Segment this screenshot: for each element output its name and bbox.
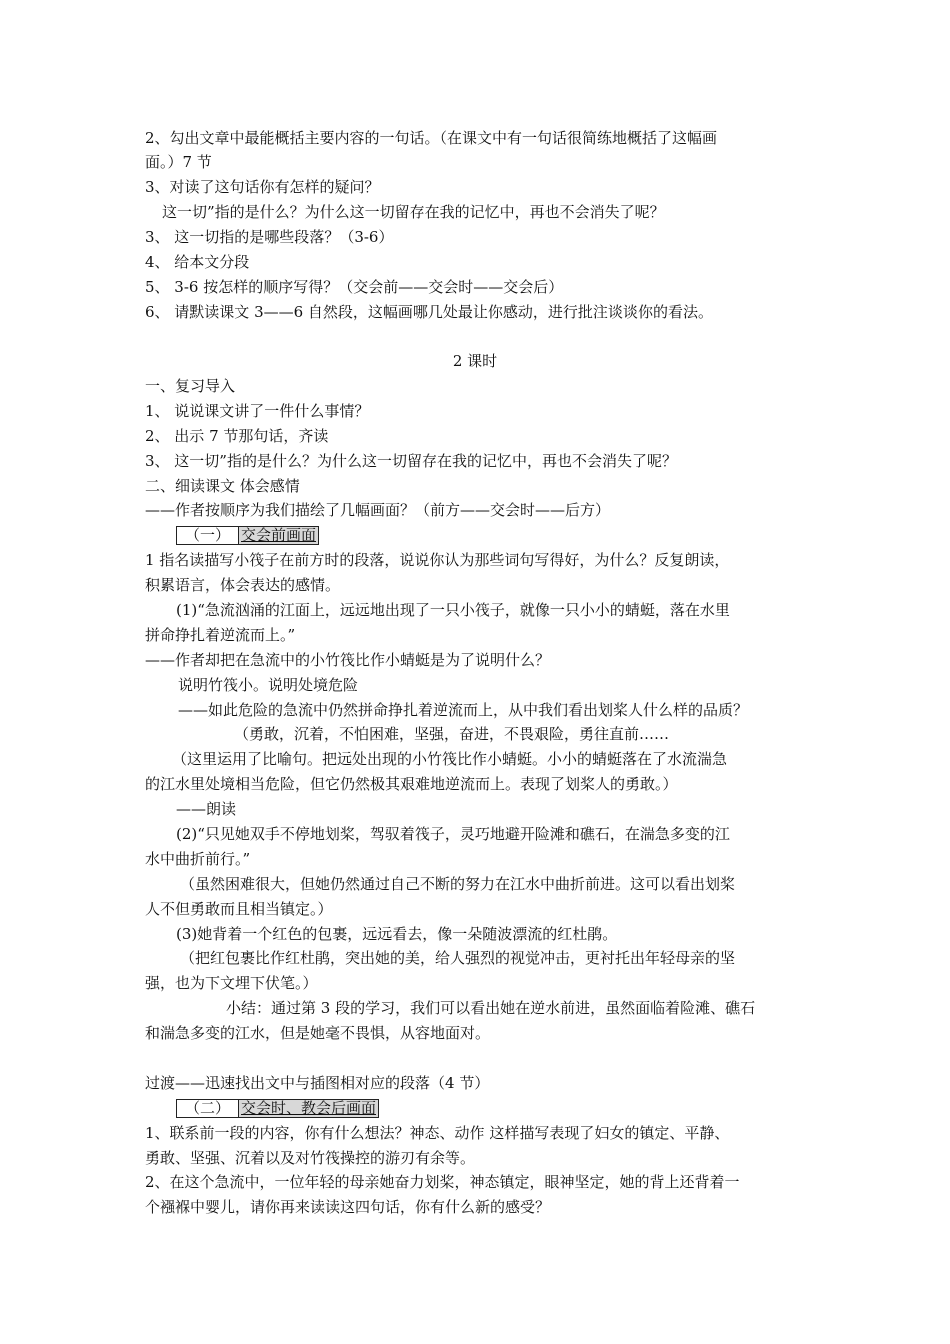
text-line: 2、在这个急流中，一位年轻的母亲她奋力划桨，神态镇定，眼神坚定，她的背上还背着一 [145,1173,740,1191]
text-line: 积累语言，体会表达的感情。 [145,576,341,594]
text-line: 4、 给本文分段 [145,253,250,271]
text-line: 3、 这一切指的是哪些段落？（3-6） [145,228,394,246]
section-heading: 2 课时 [452,352,498,370]
text-line: 一、复习导入 [145,377,236,395]
text-line: 1 指名读描写小筏子在前方时的段落，说说你认为那些词句写得好，为什么？反复朗读， [145,551,730,569]
text-line: （虽然困难很大，但她仍然通过自己不断的努力在江水中曲折前进。这可以看出划桨 [180,875,736,893]
text-line: 勇敢、坚强、沉着以及对竹筏操控的游刃有余等。 [145,1149,476,1167]
text-line: 2、 出示 7 节那句话，齐读 [145,427,329,445]
text-line: (3)她背着一个红色的包裹，远远看去，像一朵随波漂流的红杜鹃。 [176,925,618,943]
subsection-heading-one [176,525,846,545]
text-line: 二、细读课文 体会感情 [145,477,300,495]
transition-line: 过渡——迅速找出文中与插图相对应的段落（4 节） [145,1074,490,1092]
text-line: 人不但勇敢而且相当镇定。） [145,900,333,918]
summary-line: 和湍急多变的江水，但是她毫不畏惧，从容地面对。 [145,1024,491,1042]
text-line: 3、对读了这句话你有怎样的疑问？ [145,178,380,196]
text-line: 面。）7 节 [145,153,212,171]
text-line: ——作者却把在急流中的小竹筏比作小蜻蜓是为了说明什么？ [145,651,551,669]
text-line: （这里运用了比喻句。把远处出现的小竹筏比作小蜻蜓。小小的蜻蜓落在了水流湍急 [172,750,728,768]
text-line: 说明竹筏小。说明处境危险 [178,676,359,694]
subsection-title: 交会前画面 [239,526,319,545]
subsection-title: 交会时、教会后画面 [239,1099,379,1118]
text-line: ——作者按顺序为我们描绘了几幅画面？（前方——交会时——后方） [145,501,611,519]
text-line: 这一切”指的是什么？为什么这一切留存在我的记忆中，再也不会消失了呢？ [162,203,665,221]
text-line: 1、 说说课文讲了一件什么事情？ [145,402,370,420]
text-line: 2、勾出文章中最能概括主要内容的一句话。（在课文中有一句话很简练地概括了这幅画 [145,129,718,147]
text-line: 5、 3-6 按怎样的顺序写得？（交会前——交会时——交会后） [145,278,564,296]
subsection-number: （二） [176,1099,239,1118]
text-line: ——朗读 [176,800,237,818]
text-line: 拼命挣扎着逆流而上。” [145,626,296,644]
subsection-heading-two [176,1098,846,1118]
subsection-number: （一） [176,526,239,545]
text-line: 的江水里处境相当危险，但它仍然极其艰难地逆流而上。表现了划桨人的勇敢。） [145,775,678,793]
text-line: 6、 请默读课文 3——6 自然段，这幅画哪几处最让你感动，进行批注谈谈你的看法。 [145,303,713,321]
text-line: 水中曲折前行。” [145,850,251,868]
text-line: ——如此危险的急流中仍然拼命挣扎着逆流而上，从中我们看出划桨人什么样的品质？ [178,701,749,719]
text-line: 1、联系前一段的内容，你有什么想法？神态、动作 这样描写表现了妇女的镇定、平静、 [145,1124,730,1142]
text-line: （勇敢，沉着，不怕困难，坚强，奋进，不畏艰险，勇往直前…… [234,725,670,743]
text-line: 个襁褓中婴儿，请你再来读读这四句话，你有什么新的感受？ [145,1198,551,1216]
text-line: （把红包裹比作红杜鹃，突出她的美，给人强烈的视觉冲击，更衬托出年轻母亲的坚 [180,949,736,967]
text-line: (1)“急流汹涌的江面上，远远地出现了一只小筏子，就像一只小小的蜻蜓，落在水里 [176,601,730,619]
text-line: 3、 这一切”指的是什么？为什么这一切留存在我的记忆中，再也不会消失了呢？ [145,452,677,470]
text-line: 强，也为下文埋下伏笔。） [145,974,318,992]
summary-line: 小结：通过第 3 段的学习，我们可以看出她在逆水前进，虽然面临着险滩、礁石 [226,999,756,1017]
text-line: (2)“只见她双手不停地划桨，驾驭着筏子，灵巧地避开险滩和礁石，在湍急多变的江 [176,825,730,843]
